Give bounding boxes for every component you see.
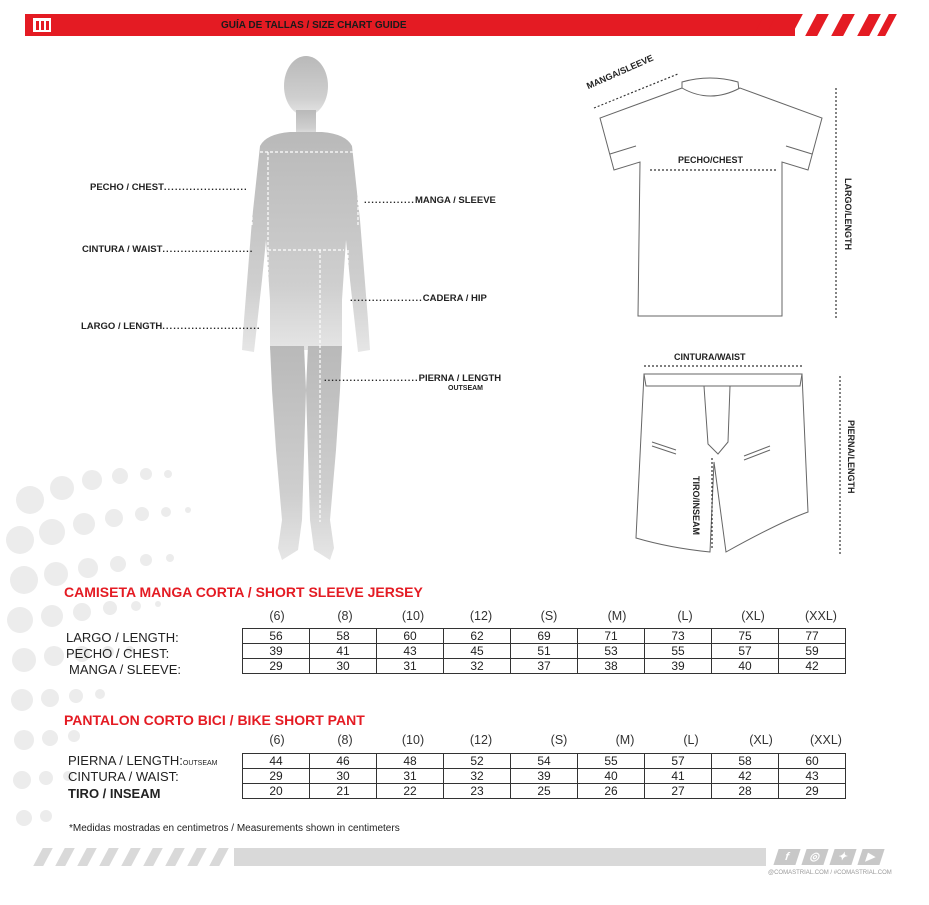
- footer-stripe: [77, 848, 97, 866]
- table-cell: 28: [712, 784, 779, 799]
- social-handle: @COMASTRIAL.COM / #COMASTRIAL.COM: [768, 870, 892, 876]
- table-cell: 41: [645, 769, 712, 784]
- table-row: [243, 754, 846, 769]
- table-cell: 60: [779, 754, 846, 769]
- size-header: (10): [401, 609, 425, 623]
- table-cell: 23: [444, 784, 511, 799]
- label-short-waist: CINTURA/WAIST: [674, 352, 746, 362]
- row-label: [68, 753, 218, 768]
- table-cell: 43: [377, 644, 444, 659]
- table-cell: 30: [310, 659, 377, 674]
- table-cell: 39: [243, 644, 310, 659]
- label-short-leg: PIERNA/LENGTH: [846, 420, 856, 494]
- size-header: (XL): [749, 733, 773, 747]
- jersey-diagram: [590, 70, 840, 320]
- shorts-diagram: [630, 362, 860, 562]
- table-cell: 41: [310, 644, 377, 659]
- table-cell: 52: [444, 754, 511, 769]
- table-cell: 25: [511, 784, 578, 799]
- short-table-title: PANTALON CORTO BICI / BIKE SHORT PANT: [64, 712, 365, 728]
- footer-stripe: [143, 848, 163, 866]
- instagram-icon[interactable]: ◎: [801, 849, 828, 865]
- table-cell: 27: [645, 784, 712, 799]
- table-cell: 60: [377, 629, 444, 644]
- table-cell: 43: [779, 769, 846, 784]
- table-cell: 29: [243, 769, 310, 784]
- table-cell: 39: [645, 659, 712, 674]
- table-cell: 32: [444, 769, 511, 784]
- table-cell: 58: [712, 754, 779, 769]
- facebook-icon[interactable]: f: [773, 849, 800, 865]
- table-cell: 59: [779, 644, 846, 659]
- size-header: (L): [683, 733, 699, 747]
- label-jersey-length: LARGO/LENGTH: [843, 178, 853, 250]
- table-cell: 55: [578, 754, 645, 769]
- header-stripe: [857, 14, 881, 36]
- table-cell: 26: [578, 784, 645, 799]
- table-cell: 29: [243, 659, 310, 674]
- size-header: (8): [337, 609, 353, 623]
- footer-stripe: [55, 848, 75, 866]
- table-cell: 54: [511, 754, 578, 769]
- table-cell: 38: [578, 659, 645, 674]
- size-header: (XL): [741, 609, 765, 623]
- header: [25, 14, 895, 36]
- header-bar: [25, 14, 795, 36]
- table-cell: 57: [645, 754, 712, 769]
- table-cell: 46: [310, 754, 377, 769]
- size-header: (L): [677, 609, 693, 623]
- size-header: (8): [337, 733, 353, 747]
- table-cell: 71: [578, 629, 645, 644]
- table-cell: 39: [511, 769, 578, 784]
- table-cell: 62: [444, 629, 511, 644]
- table-cell: 69: [511, 629, 578, 644]
- table-cell: 37: [511, 659, 578, 674]
- table-cell: 55: [645, 644, 712, 659]
- row-label: LARGO / LENGTH:: [66, 630, 179, 645]
- table-cell: 77: [779, 629, 846, 644]
- footnote: *Medidas mostradas en centimetros / Measurements shown in centimeters: [69, 823, 400, 834]
- table-cell: 56: [243, 629, 310, 644]
- label-leg: ..........................PIERNA / LENGTH: [324, 373, 502, 384]
- size-header: (10): [401, 733, 425, 747]
- row-label: PECHO / CHEST:: [66, 646, 170, 661]
- label-length: LARGO / LENGTH...........................: [81, 321, 261, 332]
- table-cell: 73: [645, 629, 712, 644]
- table-row: [243, 644, 846, 659]
- table-cell: 44: [243, 754, 310, 769]
- footer-stripe: [33, 848, 53, 866]
- label-hip: ....................CADERA / HIP: [350, 293, 487, 304]
- label-short-inseam: TIRO/INSEAM: [691, 476, 701, 536]
- table-cell: 40: [712, 659, 779, 674]
- table-row: [243, 659, 846, 674]
- table-cell: 31: [377, 659, 444, 674]
- table-cell: 53: [578, 644, 645, 659]
- table-cell: 29: [779, 784, 846, 799]
- table-cell: 48: [377, 754, 444, 769]
- label-leg-outseam: OUTSEAM: [448, 385, 483, 392]
- table-cell: 22: [377, 784, 444, 799]
- page-title: GUÍA DE TALLAS / SIZE CHART GUIDE: [221, 20, 407, 31]
- size-header: (XXL): [810, 733, 842, 747]
- table-cell: 32: [444, 659, 511, 674]
- row-label: CINTURA / WAIST:: [68, 769, 179, 784]
- size-header: (S): [540, 609, 558, 623]
- table-cell: 57: [712, 644, 779, 659]
- table-cell: 30: [310, 769, 377, 784]
- label-sleeve: ..............MANGA / SLEEVE: [364, 195, 496, 206]
- table-row: [243, 629, 846, 644]
- header-stripe: [877, 14, 897, 36]
- label-jersey-sleeve: MANGA/SLEEVE: [585, 52, 655, 92]
- size-header: (6): [269, 733, 285, 747]
- size-header: (12): [469, 609, 493, 623]
- size-header: (M): [615, 733, 635, 747]
- table-row: [243, 784, 846, 799]
- row-label-suffix: OUTSEAM: [182, 760, 218, 767]
- table-cell: 21: [310, 784, 377, 799]
- footer-stripe: [165, 848, 185, 866]
- table-cell: 31: [377, 769, 444, 784]
- table-cell: 51: [511, 644, 578, 659]
- row-label-text: PIERNA / LENGTH:: [68, 753, 183, 768]
- size-header: (XXL): [805, 609, 837, 623]
- label-waist: CINTURA / WAIST.........................: [82, 244, 254, 255]
- table-row: [243, 769, 846, 784]
- youtube-icon[interactable]: ▶: [857, 849, 884, 865]
- table-cell: 75: [712, 629, 779, 644]
- table-cell: 42: [712, 769, 779, 784]
- jersey-size-table: [242, 628, 846, 674]
- size-header: (6): [269, 609, 285, 623]
- row-label: MANGA / SLEEVE:: [69, 662, 181, 677]
- table-cell: 20: [243, 784, 310, 799]
- footer-stripe: [99, 848, 119, 866]
- label-jersey-chest: PECHO/CHEST: [678, 155, 744, 165]
- footer-bar: [234, 848, 766, 866]
- twitter-icon[interactable]: ✦: [829, 849, 856, 865]
- size-header: (12): [469, 733, 493, 747]
- brand-logo: [27, 16, 73, 34]
- human-silhouette: [230, 50, 380, 570]
- table-cell: 45: [444, 644, 511, 659]
- table-cell: 42: [779, 659, 846, 674]
- header-stripe: [831, 14, 855, 36]
- footer-stripe: [209, 848, 229, 866]
- table-cell: 58: [310, 629, 377, 644]
- jersey-table-title: CAMISETA MANGA CORTA / SHORT SLEEVE JERSEY: [64, 584, 423, 600]
- size-header: (S): [550, 733, 568, 747]
- short-size-table: [242, 753, 846, 799]
- header-stripe: [805, 14, 829, 36]
- footer-stripe: [121, 848, 141, 866]
- label-chest: PECHO / CHEST.......................: [90, 182, 248, 193]
- footer-stripe: [187, 848, 207, 866]
- table-cell: 40: [578, 769, 645, 784]
- size-header: (M): [607, 609, 627, 623]
- row-label: TIRO / INSEAM: [68, 786, 161, 801]
